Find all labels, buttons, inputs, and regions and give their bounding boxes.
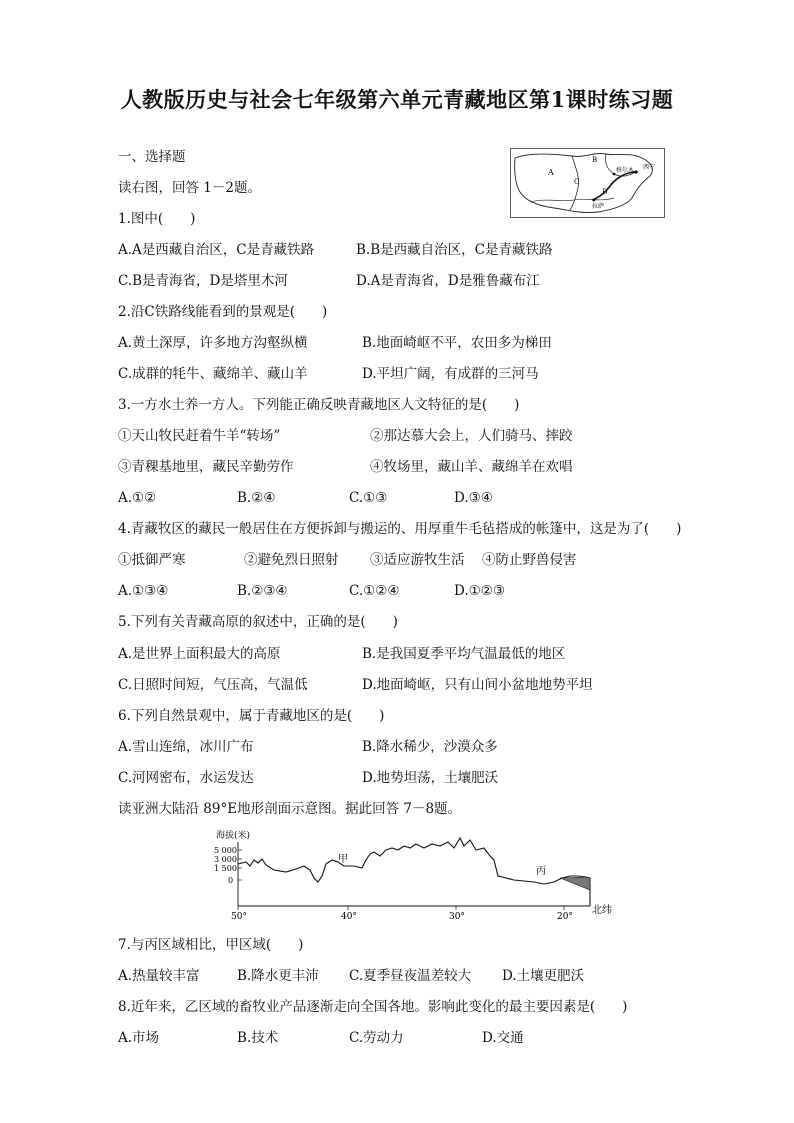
q5-option-c[interactable]: C.日照时间短，气压高，气温低 xyxy=(118,677,308,693)
q3-option-a[interactable]: A.①② xyxy=(118,490,157,506)
sea-area xyxy=(560,877,590,890)
q4-stem: 4.青藏牧区的藏民一般居住在方便拆卸与搬运的、用厚重牛毛毡搭成的帐篷中，这是为了( ) xyxy=(118,521,682,537)
q3-statement-4: ④牧场里，藏山羊、藏绵羊在欢唱 xyxy=(370,459,573,475)
q5-option-b[interactable]: B.是我国夏季平均气温最低的地区 xyxy=(362,646,566,662)
q3-statement-2: ②那达慕大会上，人们骑马、摔跤 xyxy=(370,428,573,444)
terrain-profile-diagram xyxy=(214,826,654,920)
q2-option-c[interactable]: C.成群的牦牛、藏绵羊、藏山羊 xyxy=(118,366,308,382)
ytick-5000: 5 000 xyxy=(214,846,237,855)
q4-statement-1: ①抵御严寒 xyxy=(118,552,186,568)
map-label-lasa: 拉萨 xyxy=(592,203,605,210)
xunit-label: 北纬 xyxy=(592,905,612,916)
xtick-40: 40° xyxy=(341,912,357,920)
q7-option-b[interactable]: B.降水更丰沛 xyxy=(237,968,319,984)
q5-option-a[interactable]: A.是世界上面积最大的高原 xyxy=(118,646,281,662)
q7-option-a[interactable]: A.热量较丰富 xyxy=(118,968,200,984)
map-label-xining: 西宁 xyxy=(643,164,656,171)
intro-q1-2: 读右图，回答 1－2题。 xyxy=(118,180,261,196)
q6-option-c[interactable]: C.河网密布，水运发达 xyxy=(118,770,254,786)
q1-option-a[interactable]: A.A是西藏自治区，C是青藏铁路 xyxy=(118,242,315,258)
q1-option-d[interactable]: D.A是青海省，D是雅鲁藏布江 xyxy=(356,273,540,289)
q6-option-a[interactable]: A.雪山连绵，冰川广布 xyxy=(118,739,254,755)
q3-statement-1: ①天山牧民赶着牛羊“转场” xyxy=(118,428,281,444)
q3-option-b[interactable]: B.②④ xyxy=(237,490,276,506)
q2-option-a[interactable]: A.黄土深厚，许多地方沟壑纵横 xyxy=(118,335,308,351)
ytick-3000: 3 000 xyxy=(214,855,237,864)
section-heading: 一、选择题 xyxy=(118,149,186,165)
map-label-a: A xyxy=(548,168,554,177)
q3-option-d[interactable]: D.③④ xyxy=(454,490,493,506)
ytick-1500: 1 500 xyxy=(214,864,237,873)
xtick-30: 30° xyxy=(449,912,465,920)
q7-stem: 7.与丙区域相比，甲区域( ) xyxy=(118,937,304,953)
q6-option-b[interactable]: B.降水稀少，沙漠众多 xyxy=(362,739,498,755)
intro-q7-8: 读亚洲大陆沿 89°E地形剖面示意图。据此回答 7－8题。 xyxy=(118,801,462,817)
q4-option-b[interactable]: B.②③④ xyxy=(237,583,288,599)
q2-stem: 2.沿C铁路线能看到的景观是( ) xyxy=(118,304,328,320)
q7-option-c[interactable]: C.夏季昼夜温差较大 xyxy=(349,968,472,984)
map-label-d: D xyxy=(602,188,608,196)
q4-statement-2: ②避免烈日照射 xyxy=(244,552,339,568)
q4-option-a[interactable]: A.①③④ xyxy=(118,583,169,599)
q2-option-d[interactable]: D.平坦广阔，有成群的三河马 xyxy=(362,366,539,382)
q8-stem: 8.近年来，乙区域的畜牧业产品逐渐走向全国各地。影响此变化的最主要因素是( ) xyxy=(118,999,628,1015)
q4-statement-3: ③适应游牧生活 xyxy=(370,552,465,568)
q8-option-a[interactable]: A.市场 xyxy=(118,1030,160,1046)
q5-option-d[interactable]: D.地面崎岖，只有山间小盆地地势平坦 xyxy=(362,677,593,693)
map-label-geermu: 格尔木 xyxy=(616,167,635,174)
q1-stem: 1.图中( ) xyxy=(118,211,196,227)
q4-option-c[interactable]: C.①②④ xyxy=(349,583,400,599)
q5-stem: 5.下列有关青藏高原的叙述中，正确的是( ) xyxy=(118,614,398,630)
map-label-b: B xyxy=(592,156,598,164)
ytick-0: 0 xyxy=(228,876,234,885)
q8-option-c[interactable]: C.劳动力 xyxy=(349,1030,404,1046)
map-label-c: C xyxy=(574,178,580,186)
q2-option-b[interactable]: B.地面崎岖不平，农田多为梯田 xyxy=(362,335,552,351)
q8-option-b[interactable]: B.技术 xyxy=(237,1030,279,1046)
region-bing: 丙 xyxy=(536,866,546,877)
page-title: 人教版历史与社会七年级第六单元青藏地区第1课时练习题 xyxy=(120,87,674,112)
q7-option-d[interactable]: D.土壤更肥沃 xyxy=(502,968,585,984)
profile-ylabel: 海拔(米) xyxy=(216,831,251,841)
q3-option-c[interactable]: C.①③ xyxy=(349,490,388,506)
q6-option-d[interactable]: D.地势坦荡，土壤肥沃 xyxy=(362,770,499,786)
xtick-50: 50° xyxy=(231,912,247,920)
q3-statement-3: ③青稞基地里，藏民辛勤劳作 xyxy=(118,459,294,475)
q4-option-d[interactable]: D.①②③ xyxy=(454,583,505,599)
q3-stem: 3.一方水土养一方人。下列能正确反映青藏地区人文特征的是( ) xyxy=(118,397,520,413)
region-jia: 甲 xyxy=(338,854,348,865)
q8-option-d[interactable]: D.交通 xyxy=(482,1030,524,1046)
q1-option-c[interactable]: C.B是青海省，D是塔里木河 xyxy=(118,273,288,289)
q6-stem: 6.下列自然景观中，属于青藏地区的是( ) xyxy=(118,708,385,724)
q4-statement-4: ④防止野兽侵害 xyxy=(482,552,577,568)
q1-option-b[interactable]: B.B是西藏自治区，C是青藏铁路 xyxy=(356,242,553,258)
qinghai-tibet-map xyxy=(510,148,665,218)
xtick-20: 20° xyxy=(557,912,573,920)
